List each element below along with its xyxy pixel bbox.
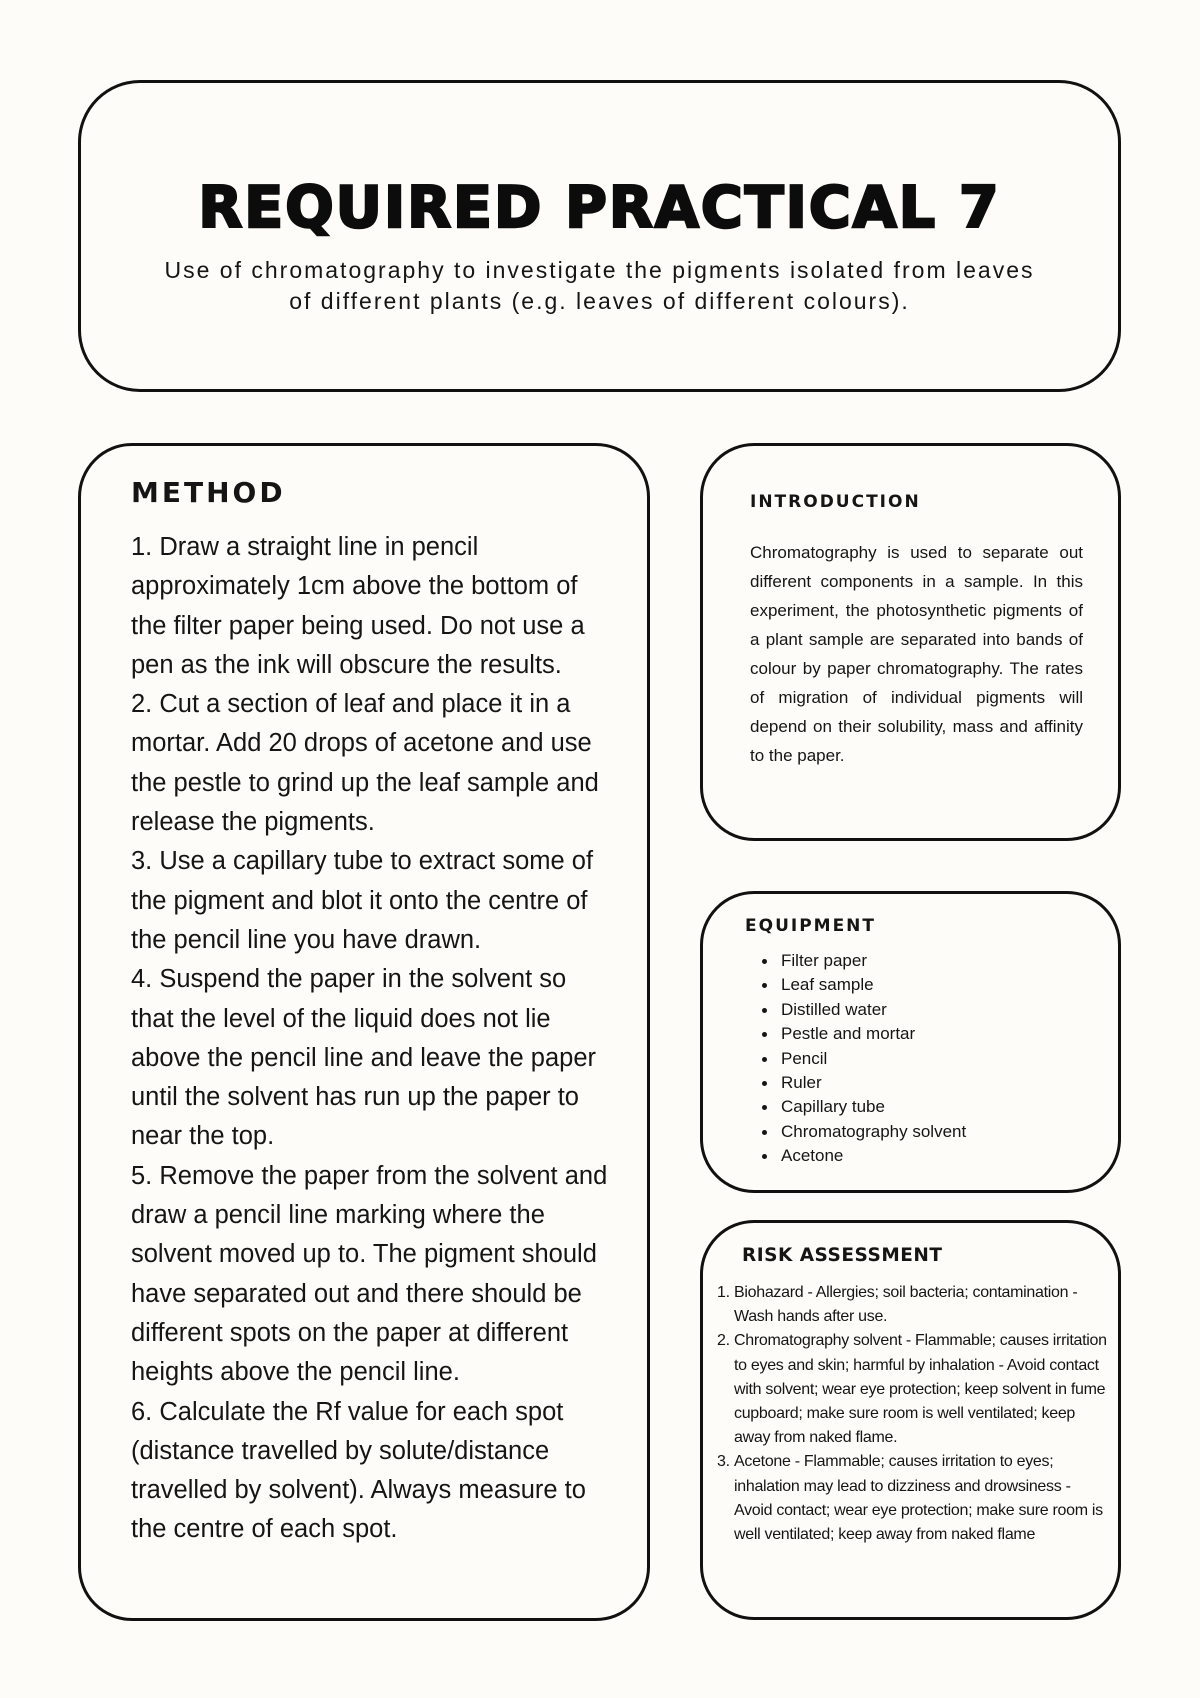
equipment-item: Filter paper [781, 949, 966, 973]
method-step: 2. Cut a section of leaf and place it in a mortar. Add 20 drops of acetone and use the pestle to grind up the leaf sample and release the pigments. [131, 690, 599, 837]
risk-item-number: 3. [717, 1453, 730, 1471]
risk-assessment-heading: RISK ASSESSMENT [742, 1245, 943, 1266]
equipment-card [700, 891, 1121, 1193]
risk-item [717, 1329, 1107, 1450]
header-card [78, 80, 1121, 392]
introduction-heading: INTRODUCTION [750, 492, 921, 512]
risk-item [717, 1281, 1107, 1329]
risk-item [717, 1450, 1107, 1547]
equipment-item: Pestle and mortar [781, 1022, 966, 1046]
equipment-item: Chromatography solvent [781, 1120, 966, 1144]
risk-item-text: Acetone - Flammable; causes irritation to eyes; inhalation may lead to dizziness and drowsiness - Avoid contact; wear eye protection; make sure room is well ventilated; keep away from naked flame [734, 1453, 1103, 1544]
equipment-item: Distilled water [781, 998, 966, 1022]
method-step: 1. Draw a straight line in pencil approximately 1cm above the bottom of the filter paper being used. Do not use a pen as the ink will obscure the results. [131, 533, 585, 679]
equipment-list [781, 949, 966, 1169]
method-steps [131, 528, 611, 1550]
equipment-item: Acetone [781, 1144, 966, 1168]
equipment-heading: EQUIPMENT [745, 916, 877, 936]
risk-item-number: 2. [717, 1332, 730, 1350]
risk-item-number: 1. [717, 1284, 730, 1301]
method-heading: METHOD [131, 476, 286, 509]
equipment-item: Leaf sample [781, 973, 966, 997]
risk-list [717, 1281, 1107, 1547]
risk-item-text: Biohazard - Allergies; soil bacteria; contamination - Wash hands after use. [734, 1284, 1078, 1326]
page-subtitle: Use of chromatography to investigate the pigments isolated from leaves of different plants (e.g. leaves of different colours). [164, 257, 1035, 314]
introduction-card [700, 443, 1121, 841]
method-step: 6. Calculate the Rf value for each spot (distance travelled by solute/distance travelled by solvent). Always measure to the centre of each spot. [131, 1397, 586, 1544]
method-step: 5. Remove the paper from the solvent and draw a pencil line marking where the solvent moved up to. The pigment should have separated out and there should be different spots on the paper at different heights above the pencil line. [131, 1161, 608, 1387]
page-title: REQUIRED PRACTICAL 7 [198, 175, 1001, 241]
method-step: 4. Suspend the paper in the solvent so that the level of the liquid does not lie above the pencil line and leave the paper until the solvent has run up the paper to near the top. [131, 965, 597, 1151]
risk-assessment-card [700, 1220, 1121, 1620]
equipment-item: Pencil [781, 1047, 966, 1071]
equipment-item: Capillary tube [781, 1095, 966, 1119]
introduction-text: Chromatography is used to separate out different components in a sample. In this experiment, the photosynthetic pigments of a plant sample are separated into bands of colour by paper chromatography. The rates of migration of individual pigments will depend on their solubility, mass and affinity to the paper. [750, 543, 1083, 765]
method-card [78, 443, 650, 1621]
risk-item-text: Chromatography solvent - Flammable; causes irritation to eyes and skin; harmful by inhalation - Avoid contact with solvent; wear eye protection; keep solvent in fume cupboard; make sure room is well ventilated; keep away from naked flame. [734, 1332, 1107, 1447]
method-step: 3. Use a capillary tube to extract some of the pigment and blot it onto the centre of the pencil line you have drawn. [131, 847, 594, 954]
equipment-item: Ruler [781, 1071, 966, 1095]
